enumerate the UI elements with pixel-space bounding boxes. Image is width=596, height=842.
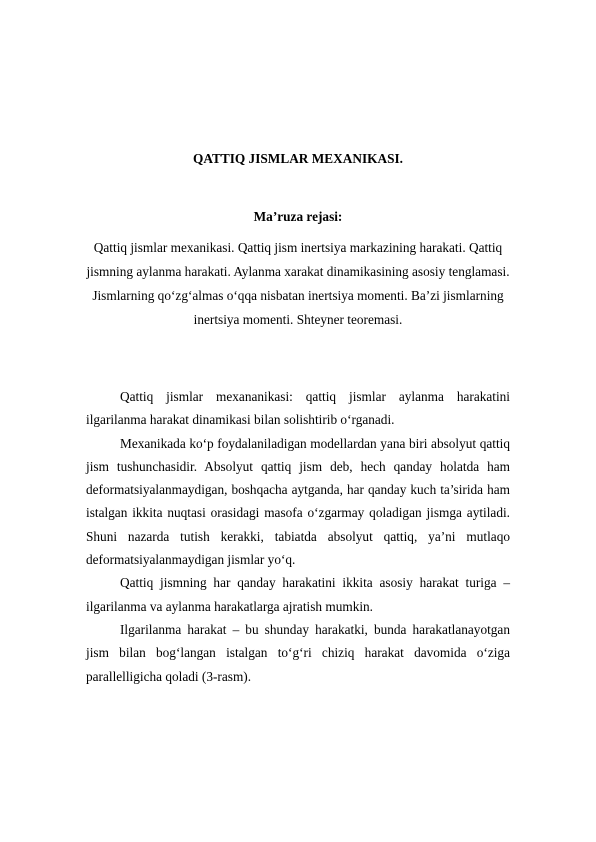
paragraph: Ilgarilanma harakat – bu shunday harakatki, bunda harakatlanayotgan jism bilan bog‘langan istalgan to‘g‘ri chiziq harakat davomida o‘ziga parallelligicha qoladi (3-rasm). — [86, 621, 510, 684]
paragraph: Qattiq jismlar mexananikasi: qattiq jismlar aylanma harakatini ilgarilanma harakat dinamikasi bilan solishtirib o‘rganadi. — [86, 389, 510, 428]
lecture-plan-heading: Ma’ruza rejasi: — [253, 209, 343, 224]
document-title: QATTIQ JISMLAR MEXANIKASI. — [193, 151, 403, 166]
main-text — [86, 385, 510, 688]
lecture-plan-text: Qattiq jismlar mexanikasi. Qattiq jism inertsiya markazining harakati. Qattiq jismning aylanma harakati. Aylanma xarakat dinamikasining asosiy tenglamasi. Jismlarning qo‘zg‘almas o‘qqa nisbatan inertsiya momenti. Ba’zi jismlarning inertsiya momenti. Shteyner teoremasi. — [86, 240, 510, 327]
paragraph: Mexanikada ko‘p foydalaniladigan modellardan yana biri absolyut qattiq jism tushunchasidir. Absolyut qattiq jism deb, hech qanday holatda ham deformatsiyalanmaydigan, boshqacha aytganda, har qanday kuch ta’sirida ham istalgan ikkita nuqtasi orasidagi masofa o‘zgarmay qoladigan jismga aytiladi. Shuni nazarda tutish kerakki, tabiatda absolyut qattiq, ya’ni mutlaqo deformatsiyalanmaydigan jismlar yo‘q. — [86, 435, 510, 568]
paragraph: Qattiq jismning har qanday harakatini ikkita asosiy harakat turiga – ilgarilanma va aylanma harakatlarga ajratish mumkin. — [86, 575, 510, 614]
